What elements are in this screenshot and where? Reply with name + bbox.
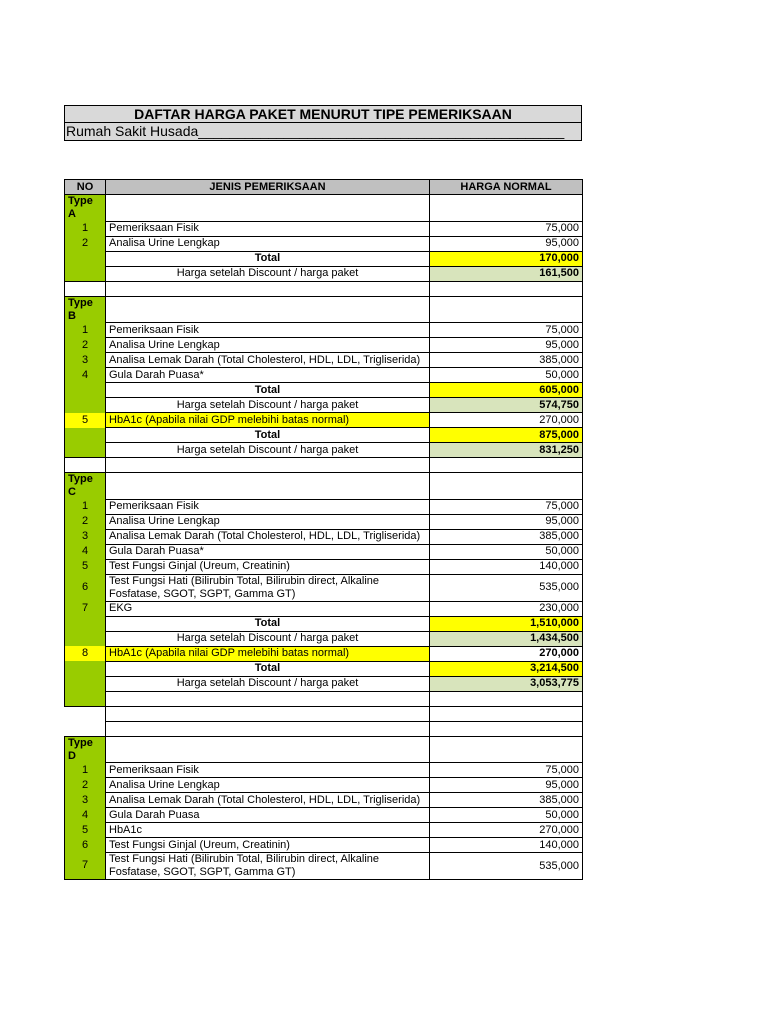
row-price: 140,000 [430, 559, 583, 574]
cell-empty [430, 473, 583, 500]
cell-empty [430, 458, 583, 473]
row-no [65, 443, 106, 458]
row-name: Pemeriksaan Fisik [106, 323, 430, 338]
table-row [65, 221, 583, 236]
row-no: 2 [65, 236, 106, 251]
empty-row [65, 721, 583, 736]
empty-row [65, 281, 583, 296]
row-name: Pemeriksaan Fisik [106, 499, 430, 514]
type-b-label-row [65, 296, 583, 323]
row-name: EKG [106, 601, 430, 616]
discount-row [65, 631, 583, 646]
table-row [65, 544, 583, 559]
row-no [65, 266, 106, 281]
row-no: 7 [65, 853, 106, 880]
row-price: 385,000 [430, 529, 583, 544]
row-name: Analisa Urine Lengkap [106, 236, 430, 251]
discount-row [65, 398, 583, 413]
table-row [65, 338, 583, 353]
row-price: 385,000 [430, 793, 583, 808]
table-row [65, 838, 583, 853]
total-label: Total [106, 383, 430, 398]
discount-label: Harga setelah Discount / harga paket [106, 398, 430, 413]
row-price: 95,000 [430, 236, 583, 251]
document-header [64, 105, 582, 141]
row-name: Analisa Urine Lengkap [106, 338, 430, 353]
cell-empty [106, 473, 430, 500]
empty-row [65, 458, 583, 473]
discount-value: 1,434,500 [430, 631, 583, 646]
cell-empty [430, 736, 583, 763]
row-no: 3 [65, 529, 106, 544]
cell-empty [430, 296, 583, 323]
row-name: Analisa Lemak Darah (Total Cholesterol, HDL, LDL, Trigliserida) [106, 529, 430, 544]
row-no: 2 [65, 514, 106, 529]
row-no: 5 [65, 413, 106, 428]
cell-empty [106, 296, 430, 323]
cell-empty [106, 458, 430, 473]
price-table [64, 179, 583, 880]
header-no: NO [65, 180, 106, 195]
row-no [65, 661, 106, 676]
table-row [65, 514, 583, 529]
row-no [65, 398, 106, 413]
row-price: 535,000 [430, 574, 583, 601]
row-price: 270,000 [430, 646, 583, 661]
table-row [65, 574, 583, 601]
row-no: 4 [65, 368, 106, 383]
cell-empty [430, 721, 583, 736]
cell-empty [106, 721, 430, 736]
cell-empty [65, 706, 106, 721]
row-no: 4 [65, 544, 106, 559]
total-row [65, 383, 583, 398]
table-row [65, 353, 583, 368]
row-no [65, 428, 106, 443]
table-row [65, 793, 583, 808]
discount-row [65, 443, 583, 458]
row-no: 3 [65, 793, 106, 808]
empty-row [65, 706, 583, 721]
discount-row [65, 266, 583, 281]
total-value: 875,000 [430, 428, 583, 443]
row-price: 140,000 [430, 838, 583, 853]
table-row [65, 853, 583, 880]
total-row [65, 661, 583, 676]
row-price: 95,000 [430, 338, 583, 353]
table-row [65, 499, 583, 514]
cell-empty [430, 281, 583, 296]
cell-empty [106, 691, 430, 706]
discount-label: Harga setelah Discount / harga paket [106, 676, 430, 691]
discount-label: Harga setelah Discount / harga paket [106, 631, 430, 646]
row-name: Analisa Urine Lengkap [106, 514, 430, 529]
row-no: 3 [65, 353, 106, 368]
total-label: Total [106, 661, 430, 676]
row-no: 2 [65, 338, 106, 353]
row-no [65, 691, 106, 706]
discount-value: 574,750 [430, 398, 583, 413]
row-price: 535,000 [430, 853, 583, 880]
row-price: 50,000 [430, 368, 583, 383]
row-name: HbA1c [106, 823, 430, 838]
page-title: DAFTAR HARGA PAKET MENURUT TIPE PEMERIKSAAN [64, 105, 582, 123]
row-price: 270,000 [430, 413, 583, 428]
row-price: 75,000 [430, 499, 583, 514]
row-price: 75,000 [430, 323, 583, 338]
total-label: Total [106, 428, 430, 443]
cell-empty [430, 691, 583, 706]
total-value: 605,000 [430, 383, 583, 398]
type-a-label: Type A [65, 195, 106, 222]
row-name: Pemeriksaan Fisik [106, 763, 430, 778]
row-no: 8 [65, 646, 106, 661]
table-row [65, 559, 583, 574]
discount-label: Harga setelah Discount / harga paket [106, 443, 430, 458]
total-label: Total [106, 251, 430, 266]
discount-value: 161,500 [430, 266, 583, 281]
row-no: 1 [65, 221, 106, 236]
table-row [65, 236, 583, 251]
table-row [65, 323, 583, 338]
row-no: 1 [65, 763, 106, 778]
row-name: Analisa Lemak Darah (Total Cholesterol, HDL, LDL, Trigliserida) [106, 793, 430, 808]
row-no: 2 [65, 778, 106, 793]
cell-empty [106, 736, 430, 763]
cell-empty [65, 458, 106, 473]
total-value: 1,510,000 [430, 616, 583, 631]
table-row [65, 413, 583, 428]
type-d-label: Type D [65, 736, 106, 763]
type-c-label-row [65, 473, 583, 500]
empty-row [65, 691, 583, 706]
row-name: Test Fungsi Ginjal (Ureum, Creatinin) [106, 559, 430, 574]
row-price: 385,000 [430, 353, 583, 368]
row-no: 5 [65, 559, 106, 574]
row-price: 75,000 [430, 763, 583, 778]
row-no [65, 631, 106, 646]
table-row [65, 823, 583, 838]
row-name: Gula Darah Puasa* [106, 368, 430, 383]
row-name: Analisa Urine Lengkap [106, 778, 430, 793]
type-d-label-row [65, 736, 583, 763]
row-price: 75,000 [430, 221, 583, 236]
row-name: Test Fungsi Hati (Bilirubin Total, Bilirubin direct, Alkaline Fosfatase, SGOT, SGPT, Gamma GT) [106, 574, 430, 601]
cell-empty [106, 281, 430, 296]
row-name: Test Fungsi Ginjal (Ureum, Creatinin) [106, 838, 430, 853]
total-row [65, 428, 583, 443]
row-name: HbA1c (Apabila nilai GDP melebihi batas normal) [106, 413, 430, 428]
row-no [65, 383, 106, 398]
row-name: Test Fungsi Hati (Bilirubin Total, Bilirubin direct, Alkaline Fosfatase, SGOT, SGPT, Gamma GT) [106, 853, 430, 880]
cell-empty [430, 195, 583, 222]
type-a-label-row [65, 195, 583, 222]
cell-empty [65, 721, 106, 736]
total-value: 3,214,500 [430, 661, 583, 676]
row-price: 95,000 [430, 778, 583, 793]
hospital-name: Rumah Sakit Husada_______________________________________________ [64, 123, 582, 141]
discount-value: 831,250 [430, 443, 583, 458]
row-no [65, 251, 106, 266]
row-price: 50,000 [430, 544, 583, 559]
total-label: Total [106, 616, 430, 631]
row-price: 95,000 [430, 514, 583, 529]
header-price: HARGA NORMAL [430, 180, 583, 195]
discount-row [65, 676, 583, 691]
table-row [65, 646, 583, 661]
table-row [65, 808, 583, 823]
table-row [65, 763, 583, 778]
row-no: 6 [65, 838, 106, 853]
row-no: 6 [65, 574, 106, 601]
row-no: 5 [65, 823, 106, 838]
row-price: 270,000 [430, 823, 583, 838]
total-row [65, 251, 583, 266]
cell-empty [106, 195, 430, 222]
table-row [65, 529, 583, 544]
row-price: 50,000 [430, 808, 583, 823]
row-no: 1 [65, 323, 106, 338]
cell-empty [430, 706, 583, 721]
table-row [65, 368, 583, 383]
total-row [65, 616, 583, 631]
row-no: 4 [65, 808, 106, 823]
total-value: 170,000 [430, 251, 583, 266]
row-no: 1 [65, 499, 106, 514]
table-row [65, 601, 583, 616]
discount-label: Harga setelah Discount / harga paket [106, 266, 430, 281]
header-name: JENIS PEMERIKSAAN [106, 180, 430, 195]
row-name: HbA1c (Apabila nilai GDP melebihi batas normal) [106, 646, 430, 661]
cell-empty [106, 706, 430, 721]
cell-empty [65, 281, 106, 296]
row-name: Pemeriksaan Fisik [106, 221, 430, 236]
row-no [65, 676, 106, 691]
table-row [65, 778, 583, 793]
row-no [65, 616, 106, 631]
type-c-label: Type C [65, 473, 106, 500]
table-header-row [65, 180, 583, 195]
row-name: Gula Darah Puasa* [106, 544, 430, 559]
type-b-label: Type B [65, 296, 106, 323]
row-price: 230,000 [430, 601, 583, 616]
row-name: Gula Darah Puasa [106, 808, 430, 823]
discount-value: 3,053,775 [430, 676, 583, 691]
row-name: Analisa Lemak Darah (Total Cholesterol, HDL, LDL, Trigliserida) [106, 353, 430, 368]
row-no: 7 [65, 601, 106, 616]
